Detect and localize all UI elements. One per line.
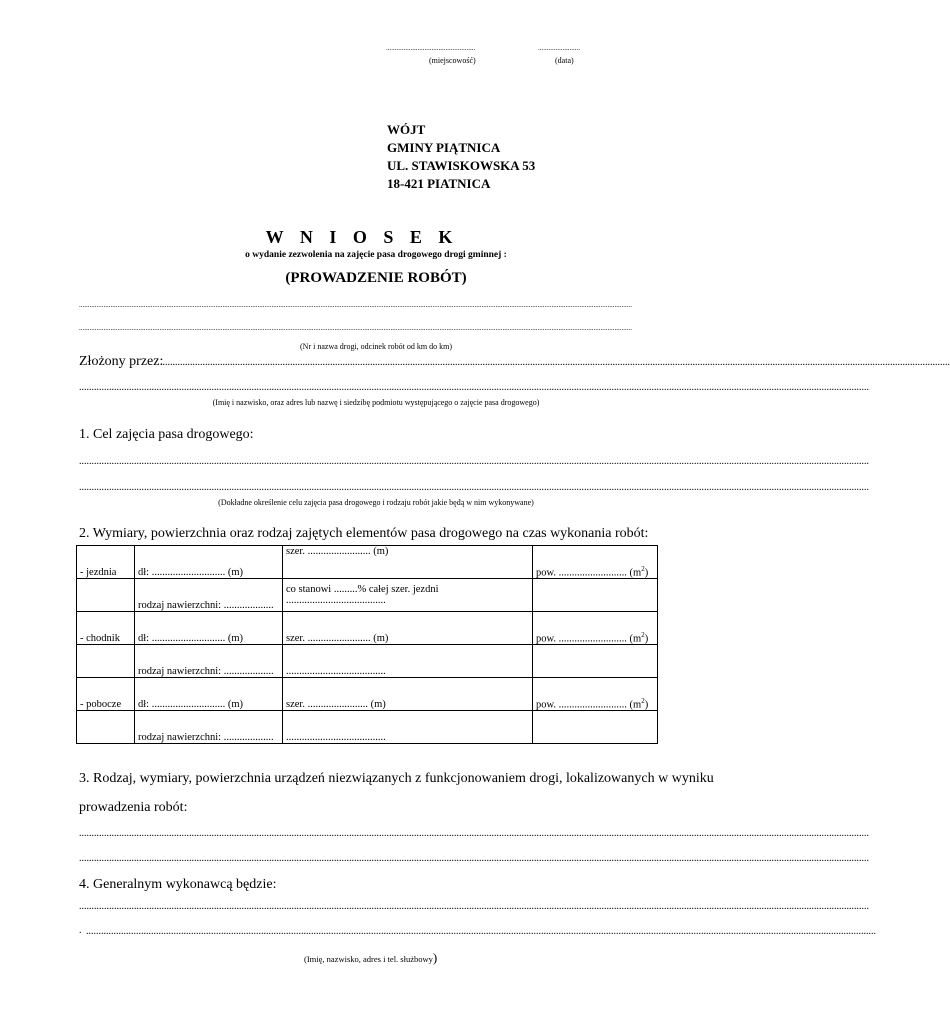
unit-exponent: 2	[641, 630, 645, 639]
section3-field-line1[interactable]: ............................................................................................................................................................................................................................................................................................................................	[79, 828, 869, 839]
table-cell-c2[interactable]	[135, 546, 283, 579]
section4-label: 4. Generalnym wykonawcą będzie:	[79, 877, 277, 892]
cell-text: pow. .......................... (m	[536, 633, 642, 644]
place-label: (miejscowość)	[429, 56, 476, 65]
submitted-field-line2[interactable]: ............................................................................................................................................................................................................................................................................................................................	[79, 382, 869, 393]
road-field-line2[interactable]: ............................................................................................................................................................................................................................................................................................................................	[79, 324, 632, 332]
place-field[interactable]: ...................................................	[386, 44, 476, 52]
section4-hint: (Imię, nazwisko, adres i tel. służbowy)	[304, 950, 438, 965]
table-cell-c1	[77, 579, 135, 612]
road-hint: (Nr i nazwa drogi, odcinek robót od km do km)	[300, 342, 452, 351]
table-row	[77, 711, 658, 744]
table-cell-c1	[77, 711, 135, 744]
page-title: W N I O S E K	[265, 227, 459, 247]
table-cell-c2[interactable]	[135, 645, 283, 678]
section4-prefix: .	[79, 925, 82, 936]
table-cell-c4[interactable]	[533, 645, 658, 678]
table-cell-c3[interactable]	[283, 711, 533, 744]
section3-field-line2[interactable]: ............................................................................................................................................................................................................................................................................................................................	[79, 853, 869, 864]
section1-field-line2[interactable]: ............................................................................................................................................................................................................................................................................................................................	[79, 482, 869, 493]
table-row	[77, 579, 658, 612]
section4-field-line1[interactable]: ............................................................................................................................................................................................................................................................................................................................	[79, 901, 869, 912]
cell-text: dł: ............................ (m)	[138, 633, 243, 644]
table-cell-c2[interactable]	[135, 711, 283, 744]
table-cell-c2[interactable]	[135, 579, 283, 612]
page-subtitle-2: (PROWADZENIE ROBÓT)	[285, 270, 467, 286]
table-cell-c2[interactable]	[135, 678, 283, 711]
table-row	[77, 546, 658, 579]
table-cell-c1	[77, 678, 135, 711]
cell-text: dł: ............................ (m)	[138, 699, 243, 710]
section3-label-line1: 3. Rodzaj, wymiary, powierzchnia urządzeń niezwiązanych z funkcjonowaniem drogi, lokalizowanych w wyniku	[79, 771, 714, 786]
section1-label: 1. Cel zajęcia pasa drogowego:	[79, 427, 254, 442]
page-subtitle: o wydanie zezwolenia na zajęcie pasa drogowego drogi gminnej :	[245, 250, 507, 260]
addressee-line1: WÓJT	[387, 122, 426, 137]
date-label: (data)	[555, 56, 574, 65]
date-field[interactable]: ........................	[538, 44, 580, 52]
cell-text: pow. .......................... (m	[536, 567, 642, 578]
unit-exponent: 2	[641, 564, 645, 573]
cell-text: szer. ........................ (m)	[286, 633, 389, 644]
table-cell-c1	[77, 645, 135, 678]
cell-text: - chodnik	[80, 633, 120, 644]
submitted-field-line1[interactable]: ............................................................................................................................................................................................................................................................................................................................	[160, 357, 950, 368]
table-cell-c3[interactable]	[283, 678, 533, 711]
table-cell-c3[interactable]	[283, 579, 533, 612]
unit-exponent: 2	[641, 696, 645, 705]
road-field-line1[interactable]: ............................................................................................................................................................................................................................................................................................................................	[79, 301, 632, 309]
addressee-line2: GMINY PIĄTNICA	[387, 140, 501, 155]
table-cell-c4[interactable]	[533, 612, 658, 645]
cell-text-dots: ......................................	[286, 595, 386, 606]
cell-text: rodzaj nawierzchni: ...................	[138, 732, 274, 743]
cell-text-end: )	[644, 633, 649, 644]
table-cell-c4[interactable]	[533, 678, 658, 711]
table-row	[77, 645, 658, 678]
table-row	[77, 612, 658, 645]
table-row	[77, 678, 658, 711]
cell-text: co stanowi .........% całej szer. jezdni	[286, 584, 439, 595]
table-cell-c4[interactable]	[533, 711, 658, 744]
cell-text: dł: ............................ (m)	[138, 567, 243, 578]
section2-label: 2. Wymiary, powierzchnia oraz rodzaj zajętych elementów pasa drogowego na czas wykonania robót:	[79, 526, 649, 541]
table-cell-c1	[77, 546, 135, 579]
table-cell-c3[interactable]	[283, 612, 533, 645]
addressee-line3: UL. STAWISKOWSKA 53	[387, 158, 536, 173]
cell-text: rodzaj nawierzchni: ...................	[138, 666, 274, 677]
cell-text: ......................................	[286, 732, 386, 743]
table-cell-c4[interactable]	[533, 579, 658, 612]
table-cell-c1	[77, 612, 135, 645]
cell-text: szer. ........................ (m)	[286, 546, 389, 557]
cell-text: - pobocze	[80, 699, 122, 710]
cell-text: pow. .......................... (m	[536, 699, 642, 710]
table-cell-c3[interactable]	[283, 645, 533, 678]
cell-text: szer. ....................... (m)	[286, 699, 386, 710]
cell-text-end: )	[644, 567, 649, 578]
section4-field-line2[interactable]: ............................................................................................................................................................................................................................................................................................................................	[86, 926, 876, 937]
table-cell-c2[interactable]	[135, 612, 283, 645]
submitted-label: Złożony przez:	[79, 354, 164, 369]
table-cell-c4[interactable]	[533, 546, 658, 579]
cell-text: ......................................	[286, 666, 386, 677]
submitted-hint: (Imię i nazwisko, oraz adres lub nazwę i siedzibę podmiotu występującego o zajęcie pasa drogowego)	[212, 398, 540, 407]
cell-text: rodzaj nawierzchni: ...................	[138, 600, 274, 611]
dimensions-table	[76, 545, 658, 744]
cell-text: - jezdnia	[80, 567, 117, 578]
cell-text-end: )	[644, 699, 649, 710]
section1-hint: (Dokładne określenie celu zajęcia pasa drogowego i rodzaju robót jakie będą w nim wykonywane)	[218, 498, 534, 507]
section1-field-line1[interactable]: ............................................................................................................................................................................................................................................................................................................................	[79, 456, 869, 467]
section3-label-line2: prowadzenia robót:	[79, 800, 188, 815]
table-cell-c3[interactable]	[283, 546, 533, 579]
addressee-line4: 18-421 PIATNICA	[387, 176, 491, 191]
